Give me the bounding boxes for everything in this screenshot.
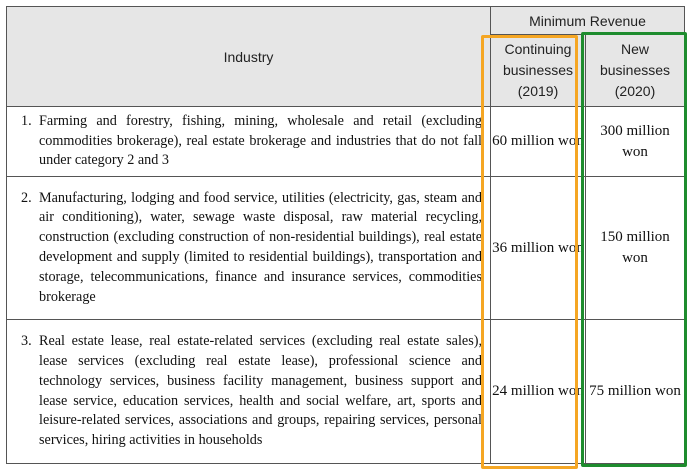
new-revenue-cell: 150 million won (586, 177, 685, 320)
continuing-revenue-cell: 24 million won (491, 320, 586, 464)
table-row (7, 107, 685, 177)
continuing-revenue-cell: 36 million won (491, 177, 586, 320)
industry-cell (7, 177, 491, 320)
table-row (7, 320, 685, 464)
new-businesses-header (586, 35, 685, 107)
industry-text: Manufacturing, lodging and food service, utilities (electricity, gas, steam and air conditioning), water, sewage waste disposal, raw material recycling, construction (excluding construction of non-residential buildings), real estate development and supply (limited to residential buildings), transportation and storage, telecommunications, finance and insurance services, commodities brokerage (39, 189, 482, 305)
minimum-revenue-header: Minimum Revenue (491, 7, 685, 35)
industry-cell (7, 320, 491, 464)
continuing-revenue-cell: 60 million won (491, 107, 586, 177)
row-number: 3. (21, 333, 32, 350)
revenue-table-container (6, 6, 684, 463)
industry-text: Real estate lease, real estate-related services (excluding real estate sales), lease services (excluding real estate lease), professional science and technology services, business facility management, business support and lease service, education services, health and social welfare, art, sports and leisure-related services, associations and groups, repairing services, personal services, hiring activities in households (39, 333, 482, 449)
continuing-header-line3: (2019) (517, 83, 559, 99)
continuing-businesses-header (491, 35, 586, 107)
row-number: 1. (21, 112, 32, 129)
new-header-line3: (2020) (614, 83, 656, 99)
new-revenue-cell: 300 million won (586, 107, 685, 177)
industry-text: Farming and forestry, fishing, mining, wholesale and retail (excluding commodities brokerage), real estate brokerage and industries that do not fall under category 2 and 3 (39, 112, 482, 169)
minimum-revenue-table (6, 6, 685, 464)
continuing-header-line1: Continuing (504, 41, 572, 57)
continuing-header-line2: businesses (502, 62, 574, 78)
row-number: 2. (21, 189, 32, 206)
new-header-line1: New (620, 41, 649, 57)
new-header-line2: businesses (599, 62, 671, 78)
new-revenue-cell: 75 million won (586, 320, 685, 464)
table-row (7, 177, 685, 320)
industry-cell (7, 107, 491, 177)
industry-header: Industry (7, 7, 491, 107)
